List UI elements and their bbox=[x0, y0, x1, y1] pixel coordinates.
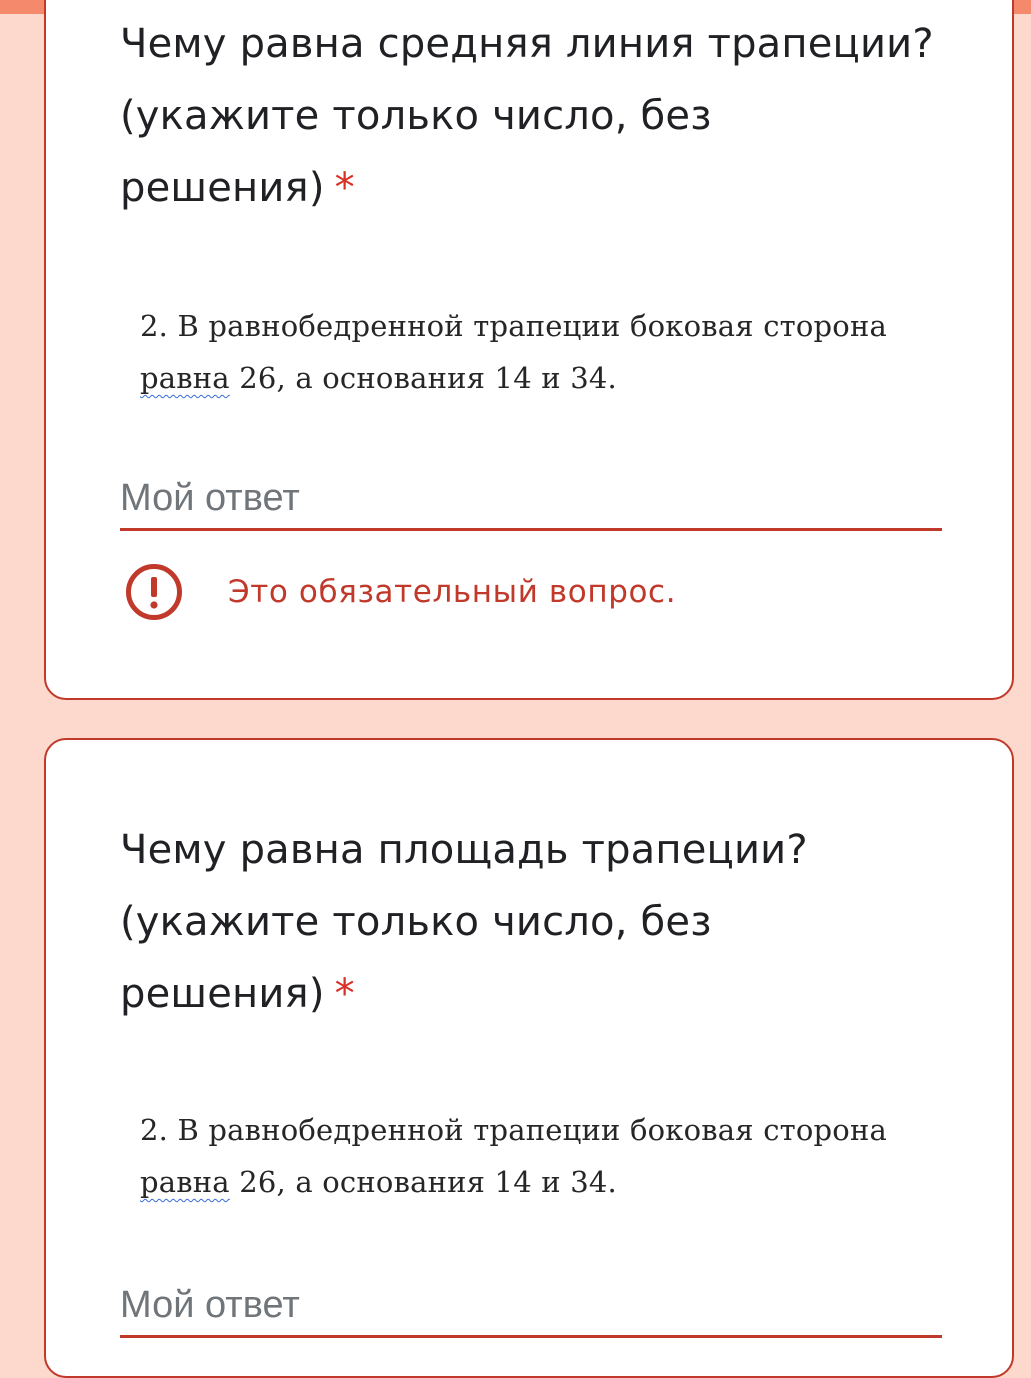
answer-input[interactable] bbox=[120, 1276, 942, 1338]
problem-statement-image bbox=[140, 300, 960, 404]
error-message: Это обязательный вопрос. bbox=[228, 574, 677, 610]
required-asterisk: * bbox=[334, 165, 355, 211]
question-title bbox=[120, 814, 940, 1030]
problem-text-prefix: 2. В равнобедренной трапеции боковая сторона bbox=[140, 1113, 887, 1147]
answer-input[interactable] bbox=[120, 469, 942, 531]
problem-underlined-word: равна bbox=[140, 361, 230, 395]
error-icon bbox=[124, 562, 184, 622]
question-title-text: Чему равна площадь трапеции? (укажите только число, без решения) bbox=[120, 827, 808, 1017]
problem-underlined-word: равна bbox=[140, 1165, 230, 1199]
problem-statement-image bbox=[140, 1104, 960, 1208]
question-title-text: Чему равна средняя линия трапеции? (укажите только число, без решения) bbox=[120, 21, 934, 211]
problem-text-suffix: 26, а основания 14 и 34. bbox=[229, 1165, 617, 1199]
error-row bbox=[124, 562, 676, 622]
question-card-1 bbox=[44, 0, 1014, 700]
question-card-2 bbox=[44, 738, 1014, 1378]
question-title bbox=[120, 8, 940, 224]
required-asterisk: * bbox=[334, 971, 355, 1017]
problem-text-prefix: 2. В равнобедренной трапеции боковая сторона bbox=[140, 309, 887, 343]
problem-text-suffix: 26, а основания 14 и 34. bbox=[229, 361, 617, 395]
